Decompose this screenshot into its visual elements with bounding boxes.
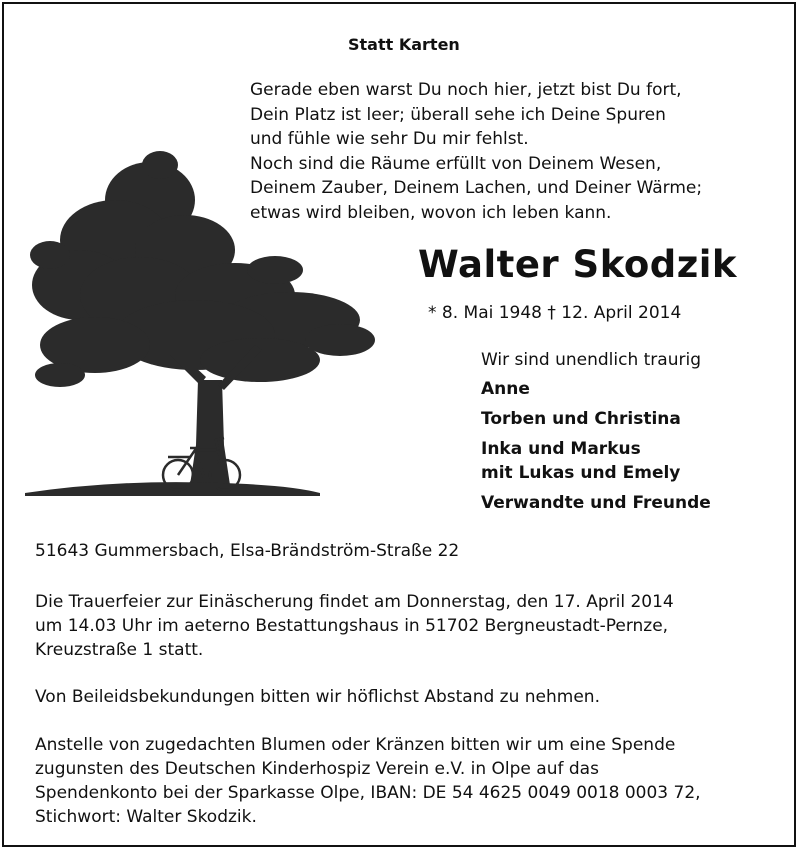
mourner-group xyxy=(481,491,711,515)
funeral-paragraph xyxy=(35,590,674,662)
mourners xyxy=(481,350,711,521)
condolence-paragraph xyxy=(35,685,600,709)
donation-paragraph xyxy=(35,733,701,829)
mourner-name: Torben und Christina xyxy=(481,409,681,429)
text-line: Von Beileidsbekundungen bitten wir höflichst Abstand zu nehmen. xyxy=(35,687,600,707)
mourner-group xyxy=(481,377,711,401)
life-dates: * 8. Mai 1948 † 12. April 2014 xyxy=(428,303,682,323)
mourner-group xyxy=(481,437,711,485)
poem-line: Noch sind die Räume erfüllt von Deinem Wesen, xyxy=(250,153,662,174)
mourner-name: mit Lukas und Emely xyxy=(481,463,681,483)
poem-line: Dein Platz ist leer; überall sehe ich Deine Spuren xyxy=(250,104,666,125)
mourner-name: Verwandte und Freunde xyxy=(481,493,711,513)
poem-line: etwas wird bleiben, wovon ich leben kann. xyxy=(250,202,612,223)
notice-header: Statt Karten xyxy=(348,35,460,54)
text-line: zugunsten des Deutschen Kinderhospiz Verein e.V. in Olpe auf das xyxy=(35,759,599,779)
text-line: Kreuzstraße 1 statt. xyxy=(35,640,204,660)
mourners-intro: Wir sind unendlich traurig xyxy=(481,350,701,370)
text-line: Die Trauerfeier zur Einäscherung findet am Donnerstag, den 17. April 2014 xyxy=(35,592,674,612)
poem-line: Gerade eben warst Du noch hier, jetzt bist Du fort, xyxy=(250,80,682,100)
address: 51643 Gummersbach, Elsa-Brändström-Straße 22 xyxy=(35,541,460,561)
tree-with-bicycle-icon xyxy=(20,145,400,505)
mourner-group xyxy=(481,407,711,431)
mourner-name: Anne xyxy=(481,379,530,399)
text-line: Anstelle von zugedachten Blumen oder Kränzen bitten wir um eine Spende xyxy=(35,735,676,755)
text-line: Stichwort: Walter Skodzik. xyxy=(35,807,257,827)
text-line: um 14.03 Uhr im aeterno Bestattungshaus in 51702 Bergneustadt-Pernze, xyxy=(35,616,669,636)
text-line: Spendenkonto bei der Sparkasse Olpe, IBAN: DE 54 4625 0049 0018 0003 72, xyxy=(35,783,701,803)
poem-line: Deinem Zauber, Deinem Lachen, und Deiner Wärme; xyxy=(250,178,703,198)
deceased-name: Walter Skodzik xyxy=(418,243,738,286)
poem-line: und fühle wie sehr Du mir fehlst. xyxy=(250,129,529,149)
mourner-name: Inka und Markus xyxy=(481,439,641,459)
